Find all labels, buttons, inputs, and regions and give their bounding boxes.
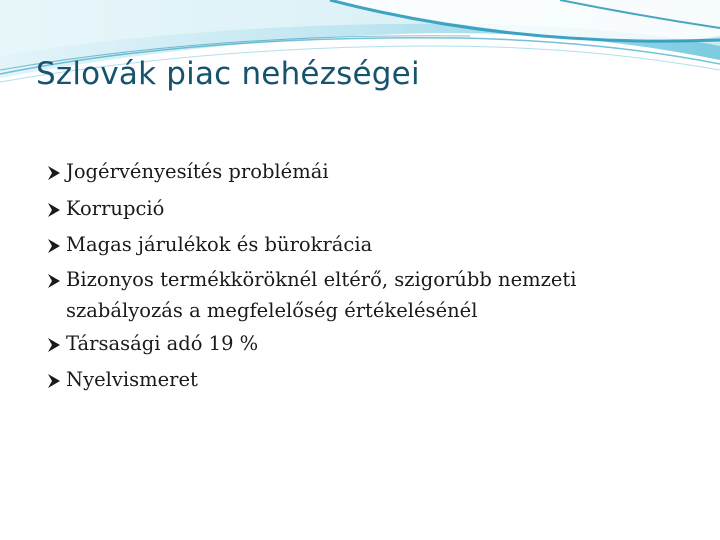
arrow-bullet-icon	[46, 238, 62, 254]
arrow-bullet-icon	[46, 373, 62, 389]
slide-title: Szlovák piac nehézségei	[36, 56, 420, 92]
bullet-text: Jogérvényesítés problémái	[66, 160, 329, 183]
bullet-text: Magas járulékok és bürokrácia	[66, 233, 373, 256]
bullet-list	[46, 154, 686, 399]
bullet-item	[46, 264, 686, 326]
bullet-item	[46, 326, 686, 363]
bullet-item	[46, 191, 686, 228]
bullet-item	[46, 362, 686, 399]
arrow-bullet-icon	[46, 202, 62, 218]
bullet-item	[46, 154, 686, 191]
arrow-bullet-icon	[46, 337, 62, 353]
arrow-bullet-icon	[46, 165, 62, 181]
bullet-text: Nyelvismeret	[66, 368, 198, 391]
bullet-item	[46, 227, 686, 264]
arrow-bullet-icon	[46, 273, 62, 289]
bullet-text: Bizonyos termékköröknél eltérő, szigorúbb nemzeti szabályozás a megfelelőség értékelésénél	[66, 267, 577, 322]
bullet-text: Társasági adó 19 %	[66, 331, 259, 355]
bullet-text: Korrupció	[66, 196, 165, 220]
